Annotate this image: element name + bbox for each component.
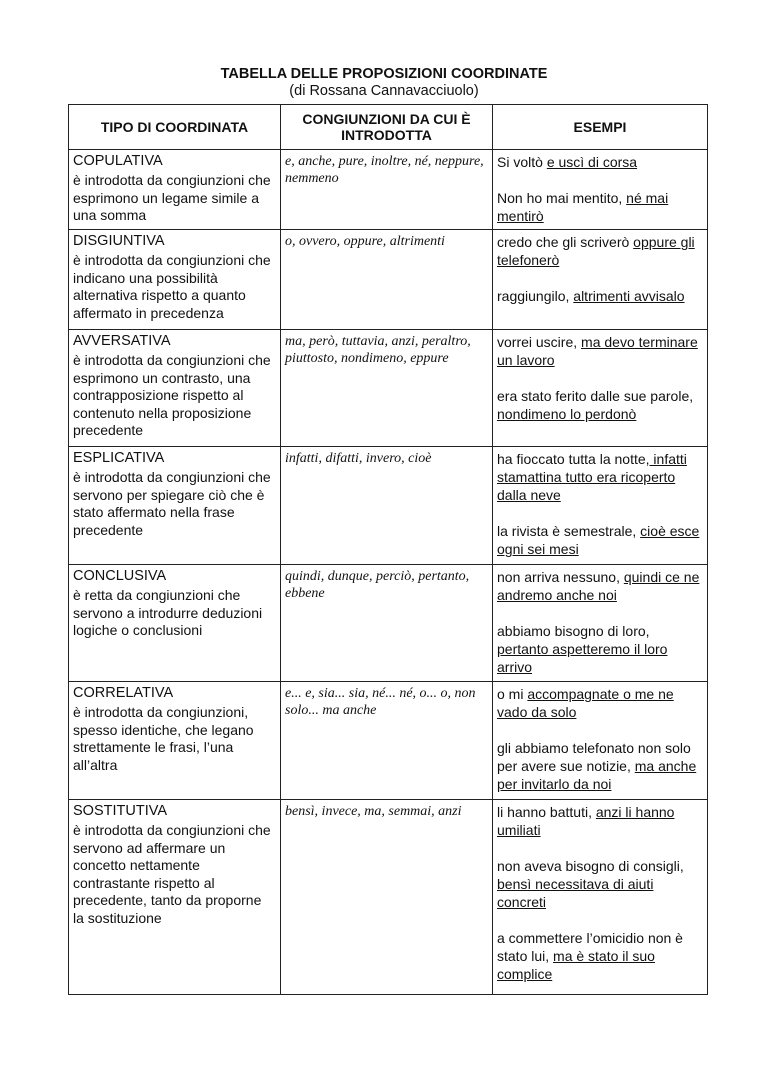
type-description: è introdotta da congiunzioni, spesso identiche, che legano strettamente le frasi, l’una all’altra — [73, 704, 254, 773]
type-description: è introdotta da congiunzioni che servono per spiegare ciò che è stato affermato nella frase precedente — [73, 469, 271, 538]
type-name: AVVERSATIVA — [73, 333, 171, 349]
type-cell — [69, 330, 281, 447]
table-row — [69, 330, 708, 447]
type-cell — [69, 447, 281, 565]
conjunctions-list: infatti, difatti, invero, cioè — [285, 451, 432, 466]
example-text: a commettere l’omicidio non è stato lui, — [497, 930, 683, 964]
example-sentence — [497, 803, 703, 839]
type-name: COPULATIVA — [73, 153, 163, 169]
example-coordinate-clause: nondimeno lo perdonò — [497, 406, 637, 422]
example-text: vorrei uscire, — [497, 334, 582, 350]
type-description: è introdotta da congiunzioni che esprimono un legame simile a una somma — [73, 172, 271, 223]
example-sentence — [497, 522, 703, 558]
example-text: non aveva bisogno di consigli, — [497, 858, 684, 874]
conjunctions-cell — [281, 800, 493, 995]
examples-cell — [493, 330, 708, 447]
example-coordinate-clause: quindi ce ne andremo anche noi — [497, 569, 700, 603]
example-sentence — [497, 387, 703, 423]
type-cell — [69, 150, 281, 230]
example-text: o mi — [497, 686, 528, 702]
conjunctions-list: e... e, sia... sia, né... né, o... o, non solo... ma anche — [285, 686, 476, 718]
examples-cell — [493, 565, 708, 682]
example-sentence — [497, 233, 703, 269]
conjunctions-list: o, ovvero, oppure, altrimenti — [285, 234, 445, 249]
example-text: credo che gli scriverò — [497, 234, 634, 250]
example-sentence — [497, 568, 703, 604]
conjunctions-cell — [281, 447, 493, 565]
table-row — [69, 230, 708, 330]
example-coordinate-clause: accompagnate o me ne vado da solo — [497, 686, 674, 720]
conjunctions-cell — [281, 682, 493, 800]
header-tipo: TIPO DI COORDINATA — [69, 105, 281, 150]
document-title: TABELLA DELLE PROPOSIZIONI COORDINATE — [220, 66, 548, 82]
type-description: è introdotta da congiunzioni che esprimono un contrasto, una contrapposizione rispetto al contenuto nella proposizione precedente — [73, 352, 271, 438]
example-text: gli abbiamo telefonato non solo per avere sue notizie, — [497, 740, 691, 774]
example-sentence — [497, 929, 703, 983]
table-row — [69, 800, 708, 995]
example-text: li hanno battuti, — [497, 804, 596, 820]
example-coordinate-clause: cioè esce ogni sei mesi — [497, 523, 700, 557]
example-sentence — [497, 153, 703, 171]
example-text: ha fioccato tutta la notte — [497, 451, 646, 467]
type-cell — [69, 230, 281, 330]
type-description: è retta da congiunzioni che servono a introdurre deduzioni logiche o conclusioni — [73, 587, 263, 638]
type-cell — [69, 800, 281, 995]
example-text: raggiungilo, — [497, 288, 574, 304]
type-name: ESPLICATIVA — [73, 450, 165, 466]
coordinate-table — [68, 104, 708, 995]
example-sentence — [497, 287, 703, 305]
type-name: CORRELATIVA — [73, 685, 174, 701]
example-coordinate-clause: anzi li hanno umiliati — [497, 804, 675, 838]
example-text: la rivista è semestrale, — [497, 523, 641, 539]
type-description: è introdotta da congiunzioni che servono ad affermare un concetto nettamente contrastante rispetto al precedente, tanto da proporne la sostituzione — [73, 822, 271, 926]
example-sentence — [497, 450, 703, 504]
type-name: SOSTITUTIVA — [73, 803, 167, 819]
type-name: DISGIUNTIVA — [73, 233, 165, 249]
conjunctions-cell — [281, 565, 493, 682]
example-sentence — [497, 685, 703, 721]
conjunctions-list: ma, però, tuttavia, anzi, peraltro, piuttosto, nondimeno, eppure — [285, 334, 471, 366]
examples-cell — [493, 447, 708, 565]
example-text: Non ho mai mentito, — [497, 190, 627, 206]
header-congiunzioni: CONGIUNZIONI DA CUI È INTRODOTTA — [281, 105, 493, 150]
examples-cell — [493, 230, 708, 330]
example-coordinate-clause: , infatti stamattina tutto era ricoperto dalla neve — [497, 451, 687, 503]
conjunctions-cell — [281, 330, 493, 447]
example-coordinate-clause: ma anche per invitarlo da noi — [497, 758, 697, 792]
conjunctions-cell — [281, 230, 493, 330]
conjunctions-list: bensì, invece, ma, semmai, anzi — [285, 804, 462, 819]
example-sentence — [497, 857, 703, 911]
example-coordinate-clause: ma è stato il suo complice — [497, 948, 655, 982]
conjunctions-list: quindi, dunque, perciò, pertanto, ebbene — [285, 569, 470, 601]
example-coordinate-clause: pertanto aspetteremo il loro arrivo — [497, 641, 668, 675]
examples-cell — [493, 682, 708, 800]
example-coordinate-clause: altrimenti avvisalo — [573, 288, 685, 304]
example-sentence — [497, 333, 703, 369]
table-row — [69, 447, 708, 565]
example-coordinate-clause: oppure gli telefonerò — [497, 234, 695, 268]
examples-cell — [493, 800, 708, 995]
header-esempi: ESEMPI — [493, 105, 708, 150]
example-sentence — [497, 622, 703, 676]
example-coordinate-clause: e uscì di corsa — [546, 154, 638, 170]
example-sentence — [497, 739, 703, 793]
example-sentence — [497, 189, 703, 225]
example-text: Si voltò — [497, 154, 547, 170]
example-text: non arriva nessuno, — [497, 569, 624, 585]
table-row — [69, 682, 708, 800]
type-name: CONCLUSIVA — [73, 568, 167, 584]
type-cell — [69, 565, 281, 682]
conjunctions-cell — [281, 150, 493, 230]
example-coordinate-clause: né mai mentirò — [497, 190, 669, 224]
example-coordinate-clause: ma devo terminare un lavoro — [497, 334, 698, 368]
type-cell — [69, 682, 281, 800]
example-coordinate-clause: bensì necessitava di aiuti concreti — [497, 876, 654, 910]
type-description: è introdotta da congiunzioni che indicano una possibilità alternativa rispetto a quanto affermato in precedenza — [73, 252, 271, 321]
table-header-row — [69, 105, 708, 150]
example-text: abbiamo bisogno di loro, — [497, 623, 650, 639]
conjunctions-list: e, anche, pure, inoltre, né, neppure, nemmeno — [285, 154, 484, 186]
document-subtitle: (di Rossana Cannavacciuolo) — [289, 83, 479, 99]
table-row — [69, 150, 708, 230]
example-text: era stato ferito dalle sue parole, — [497, 388, 694, 404]
table-row — [69, 565, 708, 682]
examples-cell — [493, 150, 708, 230]
